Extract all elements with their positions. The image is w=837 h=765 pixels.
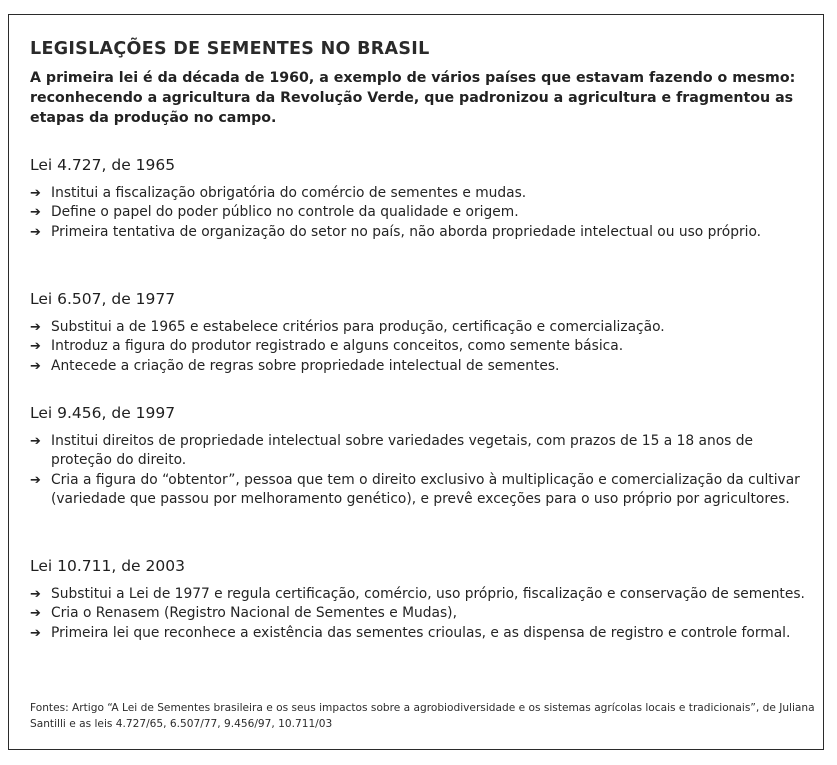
list-item — [30, 223, 810, 242]
law-section-1965 — [30, 155, 810, 242]
law-heading: Lei 4.727, de 1965 — [30, 156, 176, 174]
list-item-text: Define o papel do poder público no controle da qualidade e origem. — [51, 204, 519, 221]
list-item-text: Substitui a de 1965 e estabelece critérios para produção, certificação e comercialização. — [51, 319, 665, 335]
arrow-right-icon: ➔ — [30, 339, 41, 355]
list-item-text: Antecede a criação de regras sobre propriedade intelectual de sementes. — [51, 357, 560, 374]
list-item — [30, 471, 810, 510]
law-item-list — [30, 318, 810, 376]
list-item — [30, 604, 810, 623]
arrow-right-icon: ➔ — [30, 625, 41, 641]
list-item-text: Institui direitos de propriedade intelectual sobre variedades vegetais, com prazos de 15 a 18 anos de proteção do direito. — [51, 433, 753, 469]
law-item-list — [30, 184, 810, 242]
arrow-right-icon: ➔ — [30, 358, 41, 374]
arrow-right-icon: ➔ — [30, 186, 41, 201]
law-section-1997 — [30, 403, 810, 509]
law-heading: Lei 9.456, de 1997 — [30, 404, 176, 422]
arrow-right-icon: ➔ — [30, 606, 41, 622]
arrow-right-icon: ➔ — [30, 472, 41, 488]
arrow-right-icon: ➔ — [30, 434, 41, 449]
list-item-text: Primeira lei que reconhece a existência das sementes crioulas, e as dispensa de registro e controle formal. — [51, 624, 791, 641]
list-item — [30, 184, 810, 203]
list-item — [30, 203, 810, 222]
law-heading: Lei 10.711, de 2003 — [30, 557, 185, 575]
law-heading: Lei 6.507, de 1977 — [30, 290, 176, 308]
list-item — [30, 432, 810, 471]
sources-note: Fontes: Artigo “A Lei de Sementes brasileira e os seus impactos sobre a agrobiodiversidade e os sistemas agrícolas locais e tradicionais”, de Juliana Santilli e as leis 4.727/65, 6.507/77, 9.456/97, 10.711/03 — [30, 702, 815, 730]
list-item-text: Institui a fiscalização obrigatória do comércio de sementes e mudas. — [51, 185, 527, 201]
list-item — [30, 624, 810, 643]
law-item-list — [30, 585, 810, 643]
list-item — [30, 357, 810, 376]
list-item-text: Substitui a Lei de 1977 e regula certificação, comércio, uso próprio, fiscalização e conservação de sementes. — [51, 586, 805, 602]
list-item — [30, 337, 810, 356]
arrow-right-icon: ➔ — [30, 587, 41, 602]
list-item-text: Cria a figura do “obtentor”, pessoa que tem o direito exclusivo à multiplicação e comercialização da cultivar (variedade que passou por melhoramento genético), e prevê exceções para o uso próprio por agricultores. — [51, 471, 800, 507]
list-item — [30, 318, 810, 337]
list-item-text: Primeira tentativa de organização do setor no país, não aborda propriedade intelectual ou uso próprio. — [51, 223, 762, 240]
list-item-text: Introduz a figura do produtor registrado e alguns conceitos, como semente básica. — [51, 338, 624, 355]
list-item-text: Cria o Renasem (Registro Nacional de Sementes e Mudas), — [51, 605, 457, 622]
infobox — [8, 14, 824, 750]
arrow-right-icon: ➔ — [30, 320, 41, 335]
law-section-2003 — [30, 556, 810, 643]
arrow-right-icon: ➔ — [30, 205, 41, 221]
intro-text: A primeira lei é da década de 1960, a exemplo de vários países que estavam fazendo o mesmo: reconhecendo a agricultura da Revolução Verde, que padronizou a agricultura e fragmentou as etapas da produção no campo. — [30, 70, 796, 126]
law-item-list — [30, 432, 810, 509]
arrow-right-icon: ➔ — [30, 224, 41, 240]
law-section-1977 — [30, 289, 810, 376]
page-title: LEGISLAÇÕES DE SEMENTES NO BRASIL — [30, 39, 430, 59]
list-item — [30, 585, 810, 604]
